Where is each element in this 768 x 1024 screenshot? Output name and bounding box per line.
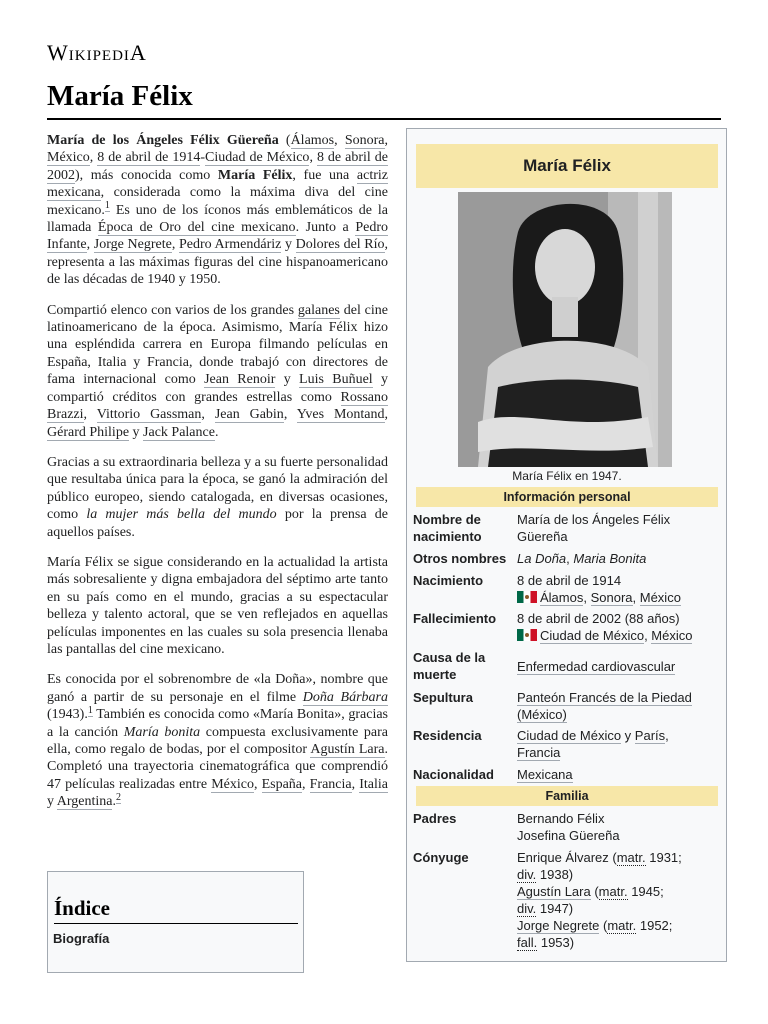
value-birth: 8 de abril de 1914 Álamos, Sonora, México [517, 573, 681, 605]
link-argentina[interactable]: Argentina [56, 794, 113, 810]
link-actriz[interactable]: actriz [356, 167, 388, 183]
link-mexicana[interactable]: mexicana [47, 185, 101, 201]
link-yves-montand[interactable]: Yves Montand [296, 407, 385, 423]
link-jorge-negrete[interactable]: Jorge Negrete [93, 237, 172, 253]
portrait-photo[interactable] [458, 192, 672, 467]
reference-1[interactable]: 1 [104, 199, 110, 211]
link-jorge-negrete-spouse[interactable]: Jorge Negrete [517, 918, 600, 933]
italic-quote: la mujer más bella del mundo [86, 507, 277, 523]
value-other-names: La Doña, Maria Bonita [517, 551, 647, 566]
link-jean-gabin[interactable]: Jean Gabin [214, 407, 284, 423]
link-epoca-de-oro[interactable]: Época de Oro del cine mexicano [97, 220, 296, 236]
infobox [406, 128, 727, 962]
link-italia[interactable]: Italia [359, 776, 389, 792]
link-mexico-burial[interactable]: (México) [517, 707, 567, 722]
link-panteon-frances[interactable]: Panteón Francés de la Piedad [517, 690, 692, 705]
link-mexico-country[interactable]: México [211, 776, 254, 792]
value-cause-of-death [517, 658, 717, 675]
mexico-flag-icon [517, 629, 537, 641]
toc-item-biografia[interactable]: Biografía [53, 931, 110, 946]
link-agustin-lara[interactable]: Agustín Lara [310, 742, 385, 757]
link-mexico[interactable]: México [47, 150, 90, 166]
link-pedro-armendariz[interactable]: Pedro Armendáriz [178, 237, 282, 253]
link-sonora[interactable]: Sonora [344, 133, 385, 148]
link-mexico-infobox[interactable]: México [639, 590, 681, 605]
link-rossano-brazzi[interactable]: Rossano Brazzi [47, 389, 388, 423]
link-ciudad-de-mexico[interactable]: Ciudad de México [205, 150, 310, 166]
label-other-names: Otros nombres [413, 551, 507, 566]
wikipedia-wordmark[interactable]: WikipediA [47, 40, 147, 65]
paragraph-legacy: María Félix se sigue considerando en la actualidad la artista más sobresaliente y digna embajadora del séptimo arte tanto en su país como en el mundo, gracias a su espectacular belleza y talento actoral, que se ven reflejados en aquellas películas imponentes en las cuales su sola presencia llenaba las pantallas del cine mexicano. [47, 554, 388, 657]
link-cdmx-infobox[interactable]: Ciudad de México [540, 628, 645, 643]
page-title: María Félix [47, 78, 721, 120]
link-alamos[interactable]: Álamos [290, 133, 335, 148]
section-personal-info: Información personal [416, 487, 718, 507]
label-burial: Sepultura [413, 690, 473, 705]
reference-1b[interactable]: 1 [87, 704, 93, 716]
link-francia-residence[interactable]: Francia [517, 745, 561, 760]
value-residence: Ciudad de México y París, Francia [517, 728, 669, 760]
article-body [47, 132, 388, 824]
value-nationality [517, 766, 717, 783]
link-mexicana-nationality[interactable]: Mexicana [517, 767, 573, 782]
bold-full-name: María de los Ángeles Félix Güereña [47, 133, 279, 148]
infobox-title: María Félix [416, 144, 718, 188]
link-vittorio-gassman[interactable]: Vittorio Gassman [96, 407, 202, 423]
link-sonora-infobox[interactable]: Sonora [590, 590, 633, 605]
link-birth-date[interactable]: 8 de abril de 1914 [97, 150, 201, 166]
link-mexico-death-infobox[interactable]: México [651, 628, 693, 643]
link-pedro-infante[interactable]: Pedro Infante [47, 220, 388, 253]
link-alamos-infobox[interactable]: Álamos [540, 590, 584, 605]
label-parents: Padres [413, 811, 457, 826]
link-dolores-del-rio[interactable]: Dolores del Río [295, 237, 385, 253]
label-birth-name: Nombre de nacimiento [413, 512, 482, 544]
label-spouse: Cónyuge [413, 850, 469, 865]
value-burial [517, 689, 717, 723]
section-family: Familia [416, 786, 718, 806]
paragraph-intro: María de los Ángeles Félix Güereña (Álamos, Sonora, México, 8 de abril de 1914-Ciudad de México, 8 de abril de 2002), más conocida como María Félix, fue una actriz mexicana, considerada como la máxima diva del cine mexicano.$^1$ Es uno de los íconos más emblemáticos de la llamada Época de Oro del cine mexicano. Junto a Pedro Infante, Jorge Negrete, Pedro Armendáriz y Dolores del Río, representa a las máximas figuras del cine hispanoamericano de las décadas de 1940 y 1950. [47, 133, 389, 288]
toc-title: Índice [54, 896, 298, 924]
link-death-date[interactable]: 8 de abril de 2002 [47, 150, 389, 183]
reference-2[interactable]: 2 [115, 791, 121, 803]
link-dona-barbara[interactable]: Doña Bárbara [302, 689, 388, 705]
label-death: Fallecimiento [413, 611, 497, 626]
link-gerard-philipe[interactable]: Gérard Philipe [47, 424, 130, 440]
value-birth-name: María de los Ángeles Félix Güereña [517, 512, 671, 544]
link-cdmx-residence[interactable]: Ciudad de México [517, 728, 622, 743]
link-jean-renoir[interactable]: Jean Renoir [204, 372, 276, 388]
bold-stage-name: María Félix [217, 167, 293, 183]
value-death: 8 de abril de 2002 (88 años) Ciudad de México, México [517, 611, 693, 643]
link-jack-palance[interactable]: Jack Palance [143, 424, 215, 440]
label-cause-of-death: Causa de la muerte [413, 650, 486, 682]
link-galanes[interactable]: galanes [297, 302, 340, 318]
paragraph-career: Compartió elenco con varios de los grandes galanes del cine latinoamericano de la época. Asimismo, María Félix hizo una espléndida carrera en Europa filmando películas en España, Italia y Francia, donde trabajó con directores de fama internacional como Jean Renoir y Luis Buñuel y compartió créditos con grandes estrellas como Rossano Brazzi, Vittorio Gassman, Jean Gabin, Yves Montand, Gérard Philipe y Jack Palance. [47, 302, 389, 440]
paragraph-beauty: Gracias a su extraordinaria belleza y a su fuerte personalidad que resultaba única para la época, se ganó la admiración del público europeo, siendo catalogada, en diversas ocasiones, como la mujer más bella del mundo por la prensa de aquellos países. [47, 454, 388, 540]
value-spouse: Enrique Álvarez (matr. 1931; div. 1938) Agustín Lara (matr. 1945; div. 1947) Jorge Negrete (matr. 1952; fall. 1953) [517, 850, 682, 950]
link-luis-bunuel[interactable]: Luis Buñuel [299, 372, 373, 388]
link-cardiovascular[interactable]: Enfermedad cardiovascular [517, 659, 676, 674]
italic-song: María bonita [123, 724, 201, 740]
value-parents: Bernando Félix Josefina Güereña [517, 811, 620, 843]
label-residence: Residencia [413, 728, 482, 743]
label-birth: Nacimiento [413, 573, 484, 588]
paragraph-nickname: Es conocida por el sobrenombre de «la Doña», nombre que ganó a partir de su personaje en el filme Doña Bárbara (1943).$^1$ También es conocida como «María Bonita», gracias a la canción María bonita compuesta exclusivamente para ella, como regalo de bodas, por el compositor Agustín Lara. Completó una trayectoria cinematográfica que comprendió 47 películas realizadas entre México, España, Francia, Italia y Argentina.$^2$ [47, 672, 389, 810]
table-of-contents [47, 871, 304, 973]
link-espana[interactable]: España [261, 776, 303, 792]
photo-caption: María Félix en 1947. [512, 469, 622, 483]
link-francia[interactable]: Francia [309, 776, 352, 792]
link-paris[interactable]: París [634, 728, 666, 743]
mexico-flag-icon [517, 591, 537, 603]
label-nationality: Nacionalidad [413, 767, 494, 782]
link-agustin-lara-spouse[interactable]: Agustín Lara [517, 884, 591, 899]
